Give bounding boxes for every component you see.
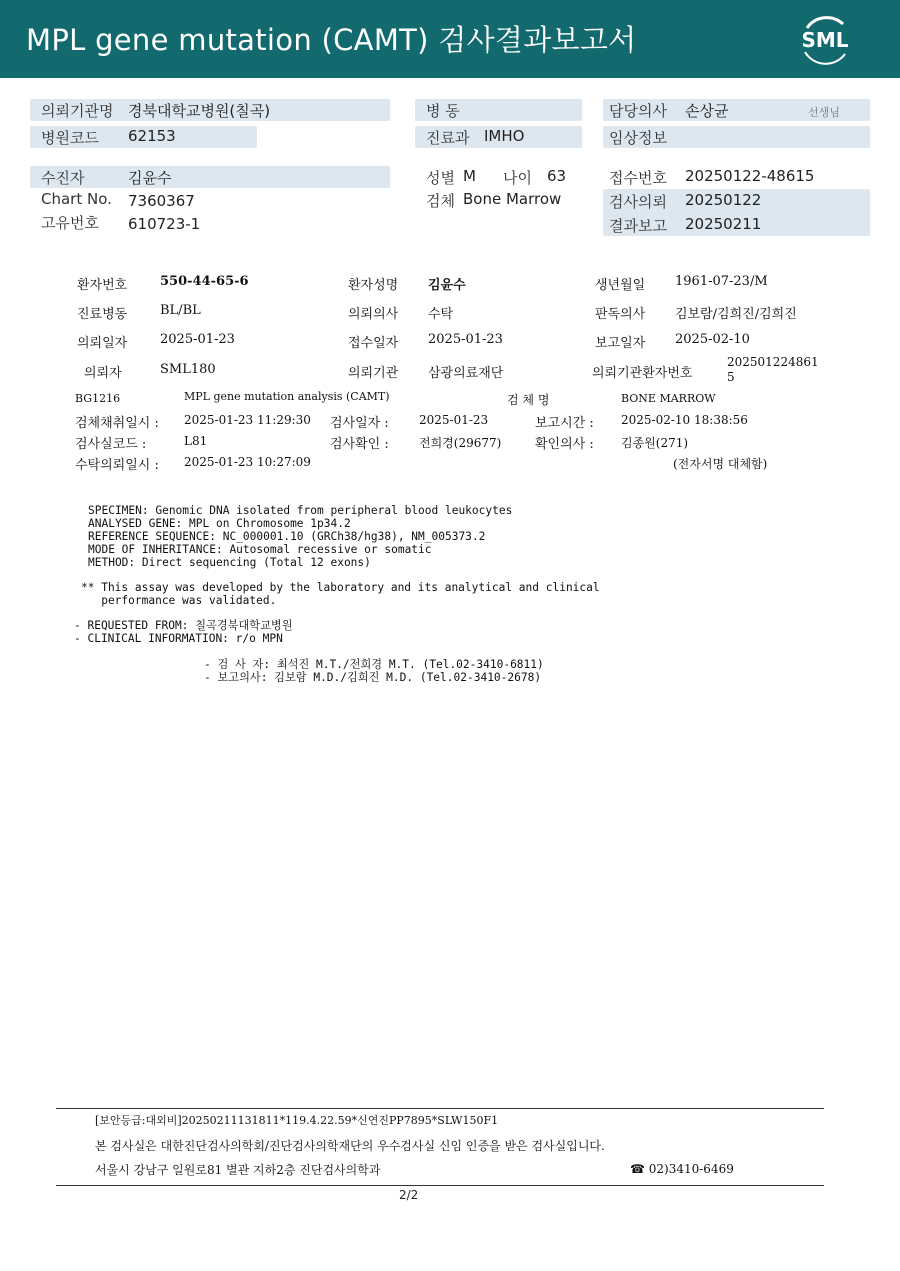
patient-value: 김윤수 (128, 169, 172, 187)
req-institution-label: 의뢰기관 (348, 366, 399, 381)
ward2-label: 진료병동 (77, 307, 128, 322)
dept-label: 진료과 (426, 129, 470, 147)
report-line-reference: REFERENCE SEQUENCE: NC_000001.10 (GRCh38/hg38), NM_005373.2 (88, 530, 486, 543)
testdate-label: 검사일자 : (330, 416, 389, 431)
report-value: 20250211 (685, 215, 762, 233)
phone-line: ☎ 02)3410-6469 (630, 1162, 734, 1176)
room-label: 검사실코드 : (75, 437, 147, 452)
sex-value: M (463, 167, 476, 185)
test-specimen-value: BONE MARROW (621, 392, 716, 405)
req-doctor-value: 수탁 (428, 307, 454, 322)
inst-patient-no-value-1: 202501224861 (727, 355, 819, 369)
report-line-gene: ANALYSED GENE: MPL on Chromosome 1p34.2 (88, 517, 351, 530)
patient-no-label: 환자번호 (77, 278, 128, 293)
reporter-line: - 보고의사: 김보람 M.D./김희진 M.D. (Tel.02-3410-2678) (204, 671, 542, 684)
requester-value: SML180 (160, 362, 216, 377)
birth-label: 생년월일 (595, 278, 646, 293)
inst-patient-no-value-2: 5 (727, 370, 735, 384)
receipt-value: 20250122-48615 (685, 167, 815, 185)
receipt-label: 접수번호 (609, 169, 667, 187)
req-institution-value: 삼광의료재단 (428, 366, 504, 381)
footer-bottom-rule (56, 1185, 824, 1186)
report-title: MPL gene mutation (CAMT) 검사결과보고서 (26, 23, 637, 57)
inst-patient-no-label: 의뢰기관환자번호 (592, 366, 693, 381)
recv-date-value: 2025-01-23 (428, 332, 503, 347)
specimen-label: 검체 (426, 192, 455, 210)
doctor-suffix: 선생님 (808, 106, 840, 119)
requested-from: - REQUESTED FROM: 칠곡경북대학교병원 (74, 619, 293, 632)
sex-label: 성별 (426, 169, 455, 187)
security-line: [보안등급:대외비]20250211131811*119.4.22.59*신연진PP7895*SLW150F1 (95, 1114, 499, 1127)
reporttime-value: 2025-02-10 18:38:56 (621, 413, 748, 427)
testdate-value: 2025-01-23 (419, 413, 489, 427)
dept-value: IMHO (484, 127, 525, 145)
reading-doctor-label: 판독의사 (595, 307, 646, 322)
recv-date-label: 접수일자 (348, 336, 399, 351)
clinical-label: 임상정보 (609, 129, 667, 147)
unique-value: 610723-1 (128, 215, 201, 233)
footer-top-rule (56, 1108, 824, 1109)
ward2-value: BL/BL (160, 303, 201, 318)
confirmdoc-value: 김종원(271) (621, 436, 689, 450)
chart-value: 7360367 (128, 192, 195, 210)
req-date-label: 의뢰일자 (77, 336, 128, 351)
test-name: MPL gene mutation analysis (CAMT) (184, 390, 390, 403)
consign-value: 2025-01-23 10:27:09 (184, 455, 311, 469)
patient-label: 수진자 (41, 169, 85, 187)
report-banner (0, 0, 900, 78)
req-date-value: 2025-01-23 (160, 332, 235, 347)
esign-note: (전자서명 대체함) (673, 457, 768, 471)
ward-label: 병 동 (426, 102, 460, 120)
age-value: 63 (547, 167, 567, 185)
report-label: 결과보고 (609, 217, 667, 235)
page-number: 2/2 (399, 1188, 419, 1202)
assay-note-1: ** This assay was developed by the laboratory and its analytical and clinical (81, 581, 600, 594)
consign-label: 수탁의뢰일시 : (75, 458, 159, 473)
specimen-value: Bone Marrow (463, 190, 562, 208)
sml-logo-text: SML (801, 28, 849, 52)
test-code: BG1216 (75, 392, 121, 405)
test-specimen-label: 검 체 명 (507, 393, 550, 407)
reading-doctor-value: 김보람/김희진/김희진 (675, 307, 797, 322)
doctor-label: 담당의사 (609, 102, 667, 120)
report-date-value: 2025-02-10 (675, 332, 750, 347)
confirm-value: 전희경(29677) (419, 436, 502, 450)
req-doctor-label: 의뢰의사 (348, 307, 399, 322)
collect-value: 2025-01-23 11:29:30 (184, 413, 311, 427)
patient-name-value: 김윤수 (428, 278, 466, 293)
request-label: 검사의뢰 (609, 193, 667, 211)
sml-logo (795, 10, 855, 70)
room-value: L81 (184, 434, 208, 448)
confirmdoc-label: 확인의사 : (535, 437, 594, 452)
tester-line: - 검 사 자: 최석진 M.T./전희경 M.T. (Tel.02-3410-6811) (204, 658, 544, 671)
birth-value: 1961-07-23/M (675, 274, 768, 289)
certification-line: 본 검사실은 대한진단검사의학회/진단검사의학재단의 우수검사실 신임 인증을 받은 검사실입니다. (95, 1139, 605, 1153)
age-label: 나이 (503, 169, 532, 187)
request-value: 20250122 (685, 191, 762, 209)
doctor-value: 손상균 (685, 102, 729, 120)
address-line: 서울시 강남구 일원로81 별관 지하2층 진단검사의학과 (95, 1163, 381, 1177)
confirm-label: 검사확인 : (330, 437, 389, 452)
patient-no-value: 550-44-65-6 (160, 274, 249, 289)
requester-label: 의뢰자 (84, 366, 122, 381)
report-line-specimen: SPECIMEN: Genomic DNA isolated from peripheral blood leukocytes (88, 504, 513, 517)
chart-label: Chart No. (41, 190, 112, 208)
clinical-information: - CLINICAL INFORMATION: r/o MPN (74, 632, 283, 645)
institution-value: 경북대학교병원(칠곡) (128, 102, 271, 120)
institution-label: 의뢰기관명 (41, 102, 114, 120)
hospital-code-label: 병원코드 (41, 129, 99, 147)
hospital-code-value: 62153 (128, 127, 176, 145)
report-line-method: METHOD: Direct sequencing (Total 12 exons) (88, 556, 371, 569)
reporttime-label: 보고시간 : (535, 416, 594, 431)
report-line-inheritance: MODE OF INHERITANCE: Autosomal recessive or somatic (88, 543, 432, 556)
unique-label: 고유번호 (41, 214, 99, 232)
collect-label: 검체채취일시 : (75, 416, 159, 431)
patient-name-label: 환자성명 (348, 278, 399, 293)
report-date-label: 보고일자 (595, 336, 646, 351)
assay-note-2: performance was validated. (81, 594, 277, 607)
